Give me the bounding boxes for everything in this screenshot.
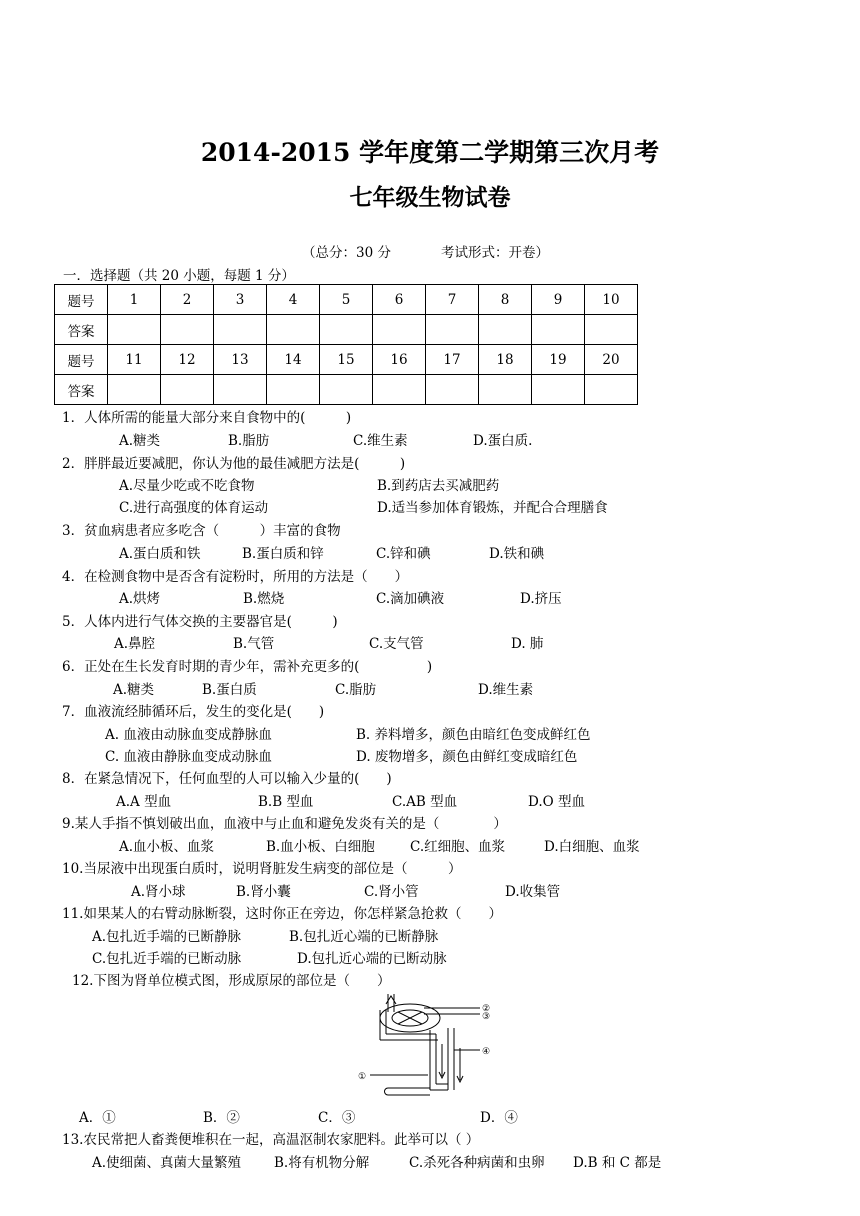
option-b: B.将有机物分解: [274, 1155, 370, 1171]
section-heading: 一．选择题（共 20 小题，每题 1 分）: [63, 268, 295, 284]
option-d: D.挤压: [520, 591, 562, 607]
question-number: 16: [373, 345, 426, 375]
label-4: ④: [482, 1047, 491, 1057]
answer-cell[interactable]: [373, 375, 426, 405]
exam-title: 2014-2015 学年度第二学期第三次月考: [200, 138, 660, 167]
option-b: B.血小板、白细胞: [266, 839, 375, 855]
question-number: 13: [214, 345, 267, 375]
option-a: A．①: [79, 1110, 116, 1126]
option-c: C.支气管: [369, 636, 424, 652]
exam-meta: [302, 241, 549, 261]
question-number: 14: [267, 345, 320, 375]
option-a: A.烘烤: [119, 591, 161, 607]
question-number: 1: [108, 285, 161, 315]
question-stem: 1．人体所需的能量大部分来自食物中的( ): [62, 410, 352, 426]
question-stem: 11.如果某人的右臂动脉断裂，这时你正在旁边，你怎样紧急抢救（ ）: [62, 906, 502, 922]
option-b: B.肾小囊: [236, 884, 291, 900]
question-stem: 3．贫血病患者应多吃含（ ）丰富的食物: [62, 523, 341, 539]
option-d: D.白细胞、血浆: [544, 839, 640, 855]
option-d: D.蛋白质.: [473, 433, 533, 449]
option-a: A.包扎近手端的已断静脉: [92, 929, 242, 945]
question-number: 7: [426, 285, 479, 315]
question-number: 18: [479, 345, 532, 375]
option-c: C.肾小管: [364, 884, 419, 900]
question-stem: 5．人体内进行气体交换的主要器官是( ): [62, 614, 338, 630]
row-label: 答案: [55, 315, 108, 345]
question-number: 8: [479, 285, 532, 315]
question-stem: 4．在检测食物中是否含有淀粉时，所用的方法是（ ）: [62, 569, 409, 585]
option-b: B.B 型血: [258, 794, 314, 810]
option-d: D.O 型血: [528, 794, 585, 810]
answer-cell[interactable]: [214, 315, 267, 345]
nephron-diagram: [348, 992, 502, 1104]
option-d: D.收集管: [505, 884, 561, 900]
option-b: B. 养料增多，颜色由暗红色变成鲜红色: [356, 727, 591, 743]
question-number: 11: [108, 345, 161, 375]
answer-cell[interactable]: [585, 315, 638, 345]
answer-cell[interactable]: [161, 315, 214, 345]
option-b: B.脂肪: [228, 433, 270, 449]
answer-cell[interactable]: [267, 315, 320, 345]
answer-cell[interactable]: [426, 375, 479, 405]
option-d: D.适当参加体育锻炼，并配合合理膳食: [377, 500, 608, 516]
option-a: A.蛋白质和铁: [119, 546, 201, 562]
option-c: C.滴加碘液: [376, 591, 445, 607]
answer-cell[interactable]: [320, 375, 373, 405]
row-label: 答案: [55, 375, 108, 405]
option-c: C．③: [318, 1110, 356, 1126]
option-c: C.杀死各种病菌和虫卵: [409, 1155, 545, 1171]
answer-cell[interactable]: [532, 315, 585, 345]
option-a: A.糖类: [113, 682, 155, 698]
option-d: D. 废物增多，颜色由鲜红变成暗红色: [356, 749, 578, 765]
question-number: 3: [214, 285, 267, 315]
option-c: C. 血液由静脉血变成动脉血: [105, 749, 272, 765]
option-a: A.糖类: [119, 433, 161, 449]
answer-cell[interactable]: [320, 315, 373, 345]
question-number: 12: [161, 345, 214, 375]
question-stem: 6．正处在生长发育时期的青少年，需补充更多的( ): [62, 659, 433, 675]
option-c: C.维生素: [353, 433, 408, 449]
option-c: C.脂肪: [335, 682, 377, 698]
question-stem: 10.当尿液中出现蛋白质时，说明肾脏发生病变的部位是（ ）: [62, 861, 462, 877]
answer-cell[interactable]: [532, 375, 585, 405]
exam-form: 考试形式：开卷）: [440, 245, 549, 261]
total-score: （总分：30 分: [302, 245, 391, 261]
question-number: 10: [585, 285, 638, 315]
option-a: A. 血液由动脉血变成静脉血: [105, 727, 272, 743]
answer-cell[interactable]: [585, 375, 638, 405]
answer-cell[interactable]: [479, 375, 532, 405]
option-b: B.蛋白质: [202, 682, 257, 698]
answer-table: [54, 284, 638, 405]
option-d: D.维生素: [478, 682, 534, 698]
option-b: B.燃烧: [243, 591, 285, 607]
row-label: 题号: [55, 345, 108, 375]
exam-subtitle: 七年级生物试卷: [349, 184, 511, 211]
option-c: C.AB 型血: [392, 794, 458, 810]
option-b: B.到药店去买减肥药: [377, 478, 500, 494]
question-number: 17: [426, 345, 479, 375]
option-d: D.包扎近心端的已断动脉: [297, 951, 447, 967]
answer-cell[interactable]: [108, 315, 161, 345]
option-d: D.铁和碘: [489, 546, 545, 562]
question-number: 20: [585, 345, 638, 375]
question-number: 19: [532, 345, 585, 375]
answer-cell[interactable]: [108, 375, 161, 405]
table-row: [55, 315, 638, 345]
option-c: C.红细胞、血浆: [410, 839, 506, 855]
question-stem: 13.农民常把人畜粪便堆积在一起，高温沤制农家肥料。此举可以（ ）: [62, 1132, 480, 1148]
answer-cell[interactable]: [267, 375, 320, 405]
question-stem: 8．在紧急情况下，任何血型的人可以输入少量的( ): [62, 771, 392, 787]
question-number: 9: [532, 285, 585, 315]
option-d: D.B 和 C 都是: [573, 1155, 662, 1171]
option-a: A.鼻腔: [114, 636, 156, 652]
option-a: A.尽量少吃或不吃食物: [119, 478, 255, 494]
option-c: C.包扎近手端的已断动脉: [92, 951, 242, 967]
option-b: B.气管: [233, 636, 275, 652]
question-number: 6: [373, 285, 426, 315]
question-number: 2: [161, 285, 214, 315]
question-stem: 12.下图为肾单位模式图，形成原尿的部位是（ ）: [72, 973, 391, 989]
label-3: ③: [482, 1012, 491, 1022]
option-d: D．④: [480, 1110, 518, 1126]
table-row: [55, 345, 638, 375]
question-number: 15: [320, 345, 373, 375]
question-number: 5: [320, 285, 373, 315]
question-stem: 7．血液流经肺循环后，发生的变化是( ): [62, 704, 325, 720]
option-a: A.A 型血: [116, 794, 172, 810]
option-a: A.血小板、血浆: [119, 839, 215, 855]
option-d: D. 肺: [511, 636, 544, 652]
option-c: C.锌和碘: [376, 546, 431, 562]
option-b: B.包扎近心端的已断静脉: [289, 929, 439, 945]
answer-cell[interactable]: [214, 375, 267, 405]
answer-cell[interactable]: [426, 315, 479, 345]
answer-cell[interactable]: [479, 315, 532, 345]
option-b: B.蛋白质和锌: [242, 546, 324, 562]
question-number: 4: [267, 285, 320, 315]
option-b: B．②: [203, 1110, 240, 1126]
label-2: ②: [482, 1004, 491, 1014]
option-a: A.肾小球: [131, 884, 186, 900]
question-stem: 2．胖胖最近要减肥，你认为他的最佳减肥方法是( ): [62, 456, 406, 472]
row-label: 题号: [55, 285, 108, 315]
table-row: [55, 375, 638, 405]
answer-cell[interactable]: [373, 315, 426, 345]
answer-cell[interactable]: [161, 375, 214, 405]
label-1: ①: [358, 1072, 367, 1082]
option-c: C.进行高强度的体育运动: [119, 500, 269, 516]
option-a: A.使细菌、真菌大量繁殖: [92, 1155, 242, 1171]
table-row: [55, 285, 638, 315]
question-stem: 9.某人手指不慎划破出血，血液中与止血和避免发炎有关的是（ ）: [62, 816, 507, 832]
